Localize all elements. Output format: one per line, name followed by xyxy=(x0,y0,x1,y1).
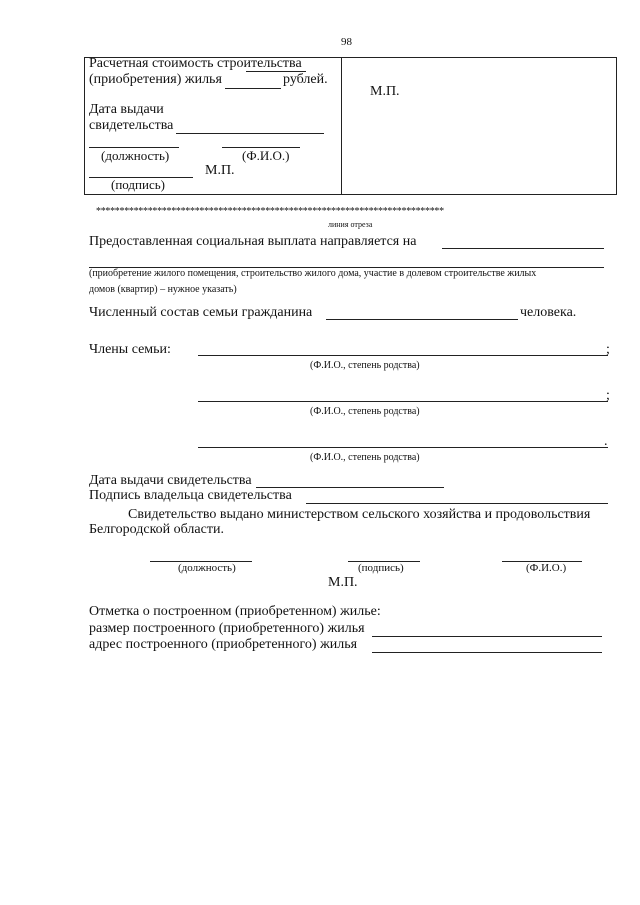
member-field-1[interactable] xyxy=(198,355,608,356)
housing-size-field[interactable] xyxy=(372,636,602,637)
official-fio-caption: (Ф.И.О.) xyxy=(526,562,567,574)
cert-date-label: Дата выдачи свидетельства xyxy=(89,473,252,488)
page-number: 98 xyxy=(341,36,352,48)
official-signature-caption: (подпись) xyxy=(358,562,404,574)
member-end-2: ; xyxy=(606,388,610,403)
stamp-right: М.П. xyxy=(370,84,400,99)
cut-line-label: линия отреза xyxy=(328,220,373,229)
issued-by-line-2: Белгородской области. xyxy=(89,522,224,537)
cost-amount-field[interactable] xyxy=(225,88,281,89)
family-size-suffix: человека. xyxy=(520,305,577,320)
box-divider xyxy=(341,58,342,194)
housing-note-title: Отметка о построенном (приобретенном) жилье: xyxy=(89,604,381,619)
member-caption-2: (Ф.И.О., степень родства) xyxy=(310,406,420,417)
members-label: Члены семьи: xyxy=(89,342,171,357)
member-caption-1: (Ф.И.О., степень родства) xyxy=(310,360,420,371)
payment-note-2: домов (квартир) – нужное указать) xyxy=(89,284,237,295)
cost-line-2-suffix: рублей. xyxy=(283,72,328,87)
member-caption-3: (Ф.И.О., степень родства) xyxy=(310,452,420,463)
payment-note-1: (приобретение жилого помещения, строительство жилого дома, участие в долевом строительстве жилых xyxy=(89,268,537,279)
member-end-1: ; xyxy=(606,342,610,357)
cut-line-stars: ************************************************************************** xyxy=(96,206,444,217)
housing-address-field[interactable] xyxy=(372,652,602,653)
payment-label: Предоставленная социальная выплата направляется на xyxy=(89,234,417,249)
fio-caption: (Ф.И.О.) xyxy=(242,148,290,163)
housing-address-label: адрес построенного (приобретенного) жилья xyxy=(89,637,358,652)
member-end-3: . xyxy=(604,434,608,449)
member-field-2[interactable] xyxy=(198,401,608,402)
issue-date-line-2: свидетельства xyxy=(89,118,174,133)
signature-caption: (подпись) xyxy=(111,177,165,192)
family-size-field[interactable] xyxy=(326,319,518,320)
issued-by-line-1: Свидетельство выдано министерством сельского хозяйства и продовольствия xyxy=(128,507,591,522)
official-position-caption: (должность) xyxy=(178,562,236,574)
stamp-left: М.П. xyxy=(205,163,235,178)
owner-signature-field[interactable] xyxy=(306,503,608,504)
housing-size-label: размер построенного (приобретенного) жилья xyxy=(89,621,365,636)
issue-date-field[interactable] xyxy=(176,133,324,134)
payment-field[interactable] xyxy=(442,248,604,249)
member-field-3[interactable] xyxy=(198,447,608,448)
owner-signature-label: Подпись владельца свидетельства xyxy=(89,488,292,503)
position-caption: (должность) xyxy=(101,148,170,163)
cost-line-2-prefix: (приобретения) жилья xyxy=(89,72,222,87)
cost-line-1: Расчетная стоимость строительства xyxy=(89,56,302,71)
issue-date-line-1: Дата выдачи xyxy=(89,102,164,117)
official-stamp: М.П. xyxy=(328,575,358,590)
family-size-label: Численный состав семьи гражданина xyxy=(89,305,313,320)
